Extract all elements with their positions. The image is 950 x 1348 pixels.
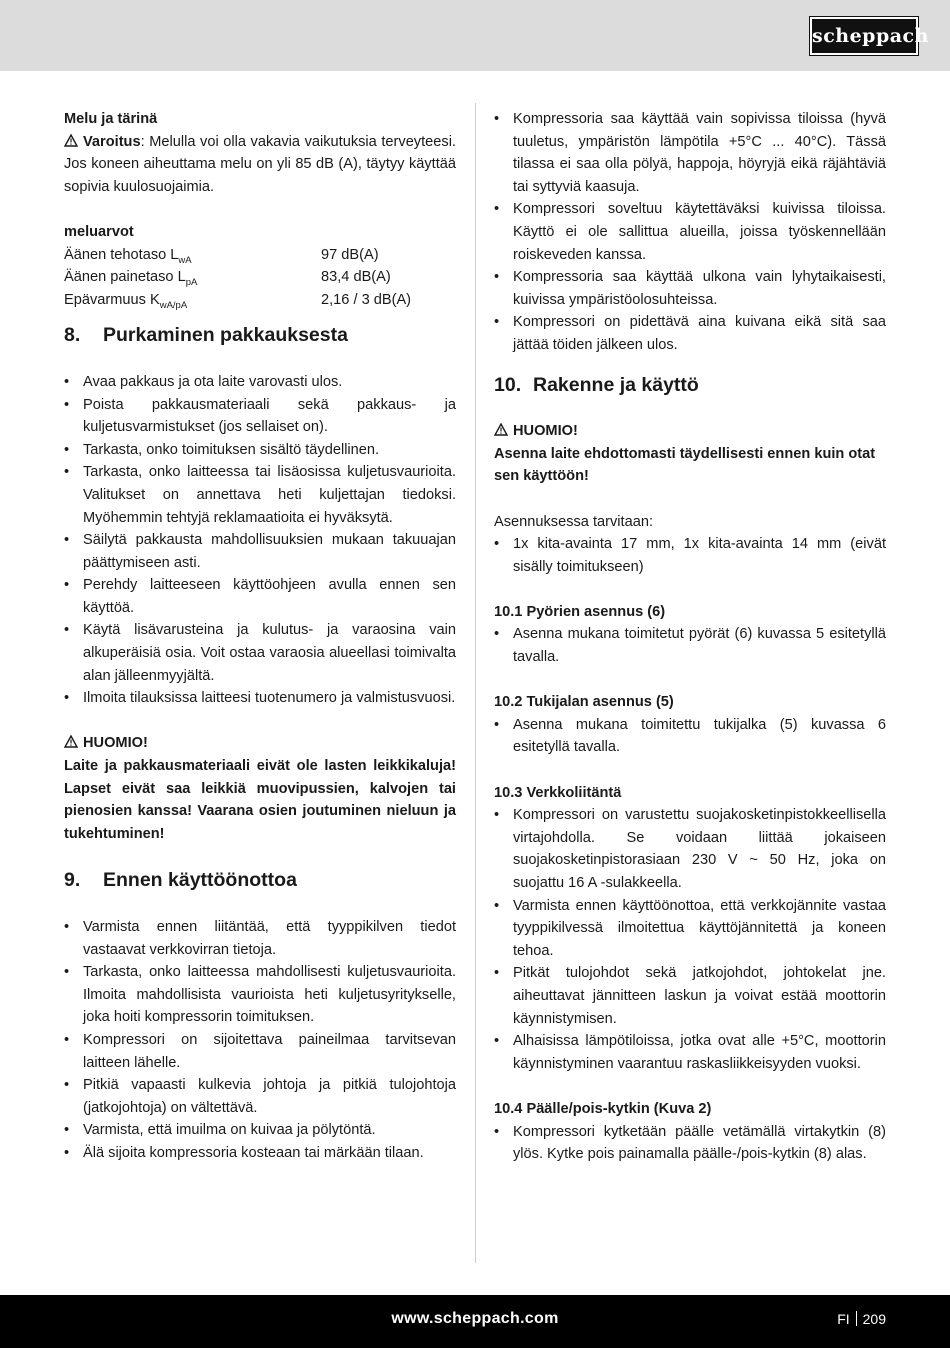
noise-values-list [64, 244, 456, 312]
noise-value-label: Epävarmuus $K_{wA/pA}$ [64, 291, 188, 311]
list-item: • Alhaisissa lämpötiloissa, jotka ovat alle +5°C, moottorin käynnistyminen vaarantuu raskasliikkeisyyden vuoksi. [494, 1030, 886, 1075]
list-item: • Asenna mukana toimitetut pyörät (6) kuvassa 5 esitetyllä tavalla. [494, 623, 886, 668]
list-item: • Kompressoria saa käyttää ulkona vain lyhytaikaisesti, kuivissa ympäristöolosuhteissa. [494, 266, 886, 311]
brand-logo: scheppach [810, 17, 918, 55]
subsection-10-3-heading: 10.3 Verkkoliitäntä [494, 784, 622, 801]
subsection-10-4-heading: 10.4 Päälle/pois-kytkin (Kuva 2) [494, 1100, 712, 1117]
list-item: • Varmista ennen käyttöönottoa, että verkkojännite vastaa tyyppikilvessä ilmoitettua käyttöjännitettä ja koneen tehoa. [494, 895, 886, 963]
list-item: • 1x kita-avainta 17 mm, 1x kita-avainta 14 mm (eivät sisälly toimitukseen) [494, 533, 886, 578]
footer-page-number: FI 209 [837, 1311, 886, 1327]
header-band [0, 0, 950, 71]
noise-value-label: Äänen painetaso $L_{pA}$ [64, 269, 198, 289]
section-8-heading: 8. Purkaminen pakkauksesta [64, 324, 348, 347]
section-9-heading: 9. Ennen käyttöönottoa [64, 869, 297, 892]
right-column [494, 108, 886, 1166]
section-10-heading: 10. Rakenne ja käyttö [494, 373, 699, 396]
list-item: • Pitkät tulojohdot sekä jatkojohdot, johtokelat jne. aiheuttavat jännitteen laskun ja voivat estää moottorin käynnistymisen. [494, 962, 886, 1030]
needed-title: Asennuksessa tarvitaan: [494, 513, 653, 530]
noise-value-row [64, 289, 456, 312]
noise-warning [64, 131, 456, 199]
notice-heading-left: HUOMIO! [64, 732, 456, 755]
subsection-10-4-list [494, 1121, 886, 1166]
needed-tools-list [494, 533, 886, 578]
warning-label: Varoitus [83, 133, 141, 150]
list-item: • Pitkiä vapaasti kulkevia johtoja ja pitkiä tulojohtoja (jatkojohtoja) on vältettävä. [64, 1074, 456, 1119]
list-item: • Käytä lisävarusteina ja kulutus- ja varaosina vain alkuperäisiä osia. Voit ostaa varaosia alueellasi toimivalta alan jälleenmyyjältä. [64, 619, 456, 687]
list-item: • Älä sijoita kompressoria kosteaan tai märkään tilaan. [64, 1142, 456, 1165]
section-8-list [64, 371, 456, 710]
section-9-list [64, 916, 456, 1165]
noise-value-row [64, 266, 456, 289]
list-item: • Tarkasta, onko laitteessa mahdollisesti kuljetusvaurioita. Ilmoita mahdollisista vaurioista heti kuljetusyritykselle, joka hoiti kompressorin toimituksen. [64, 961, 456, 1029]
list-item: • Poista pakkausmateriaali sekä pakkaus- ja kuljetusvarmistukset (jos sellaiset on). [64, 394, 456, 439]
footer-website-url: www.scheppach.com [391, 1310, 559, 1327]
warning-triangle-icon [494, 423, 508, 436]
subsection-10-2-heading: 10.2 Tukijalan asennus (5) [494, 694, 674, 711]
subsection-10-3-list [494, 804, 886, 1075]
list-item: • Säilytä pakkausta mahdollisuuksien mukaan takuuajan päättymiseen asti. [64, 529, 456, 574]
left-column [64, 108, 456, 1165]
subsection-10-2-list [494, 714, 886, 759]
notice-heading-right: HUOMIO! [494, 420, 886, 443]
noise-value: 97 dB(A) [321, 246, 379, 263]
list-item: • Kompressori on varustettu suojakosketinpistokkeellisella virtajohdolla. Se voidaan liittää jokaiseen suojakosketinpistorasiaan 230 V ~ 50 Hz, joka on suojattu 16 A -sulakkeella. [494, 804, 886, 894]
list-item: • Kompressori kytketään päälle vetämällä virtakytkin (8) ylös. Kytke pois painamalla päälle-/pois-kytkin (8) alas. [494, 1121, 886, 1166]
notice-text-right: Asenna laite ehdottomasti täydellisesti ennen kuin otat sen käyttöön! [494, 445, 876, 485]
list-item: • Ilmoita tilauksissa laitteesi tuotenumero ja valmistusvuosi. [64, 687, 456, 710]
noise-value: 2,16 / 3 dB(A) [321, 291, 412, 308]
list-item: • Kompressori on pidettävä aina kuivana eikä sitä saa jättää töiden jälkeen ulos. [494, 311, 886, 356]
noise-value: 83,4 dB(A) [321, 269, 391, 286]
notice-text-left: Laite ja pakkausmateriaali eivät ole lasten leikkikaluja! Lapset eivät saa leikkiä muovipussien, kalvojen tai pienosien kanssa! Vaarana osien joutuminen nieluun ja tukehtuminen! [64, 758, 456, 842]
list-item: • Asenna mukana toimitettu tukijalka (5) kuvassa 6 esitetyllä tavalla. [494, 714, 886, 759]
list-item: • Kompressoria saa käyttää vain sopivissa tiloissa (hyvä tuuletus, ympäristön lämpötila +5°C ... 40°C). Tässä tilassa ei saa olla pölyä, happoja, höyryjä eikä räjähtäviä tai syttyviä kaasuja. [494, 108, 886, 198]
warning-text: : Melulla voi olla vakavia vaikutuksia terveyteesi. Jos koneen aiheuttama melu on yli 85 dB (A), täytyy käyttää sopivia kuulosuojaimia. [64, 133, 456, 195]
warning-triangle-icon [64, 735, 78, 748]
list-item: • Kompressori on sijoitettava paineilmaa tarvitsevan laitteen lähelle. [64, 1029, 456, 1074]
subsection-10-1-list [494, 623, 886, 668]
list-item: • Kompressori soveltuu käytettäväksi kuivissa tiloissa. Käyttö ei ole sallittua alueilla, joissa työskennellään roiskeveden kanssa. [494, 198, 886, 266]
noise-section-title: Melu ja tärinä [64, 111, 158, 127]
list-item: • Varmista ennen liitäntää, että tyyppikilven tiedot vastaavat verkkovirran tietoja. [64, 916, 456, 961]
list-item: • Tarkasta, onko laitteessa tai lisäosissa kuljetusvaurioita. Valitukset on annettava heti kuljettajan tiedoksi. Myöhemmin tehtyjä reklamaatioita ei hyväksytä. [64, 461, 456, 529]
warning-triangle-icon [64, 134, 78, 147]
subsection-10-1-heading: 10.1 Pyörien asennus (6) [494, 603, 666, 620]
list-item: • Avaa pakkaus ja ota laite varovasti ulos. [64, 371, 456, 394]
list-item: • Perehdy laitteeseen käyttöohjeen avulla ennen sen käyttöä. [64, 574, 456, 619]
location-requirements-list [494, 108, 886, 357]
list-item: • Tarkasta, onko toimituksen sisältö täydellinen. [64, 439, 456, 462]
noise-value-row [64, 244, 456, 267]
column-divider [475, 103, 476, 1263]
list-item: • Varmista, että imuilma on kuivaa ja pölytöntä. [64, 1119, 456, 1142]
noise-values-title: meluarvot [64, 223, 134, 240]
noise-value-label: Äänen tehotaso $L_{wA}$ [64, 246, 192, 266]
